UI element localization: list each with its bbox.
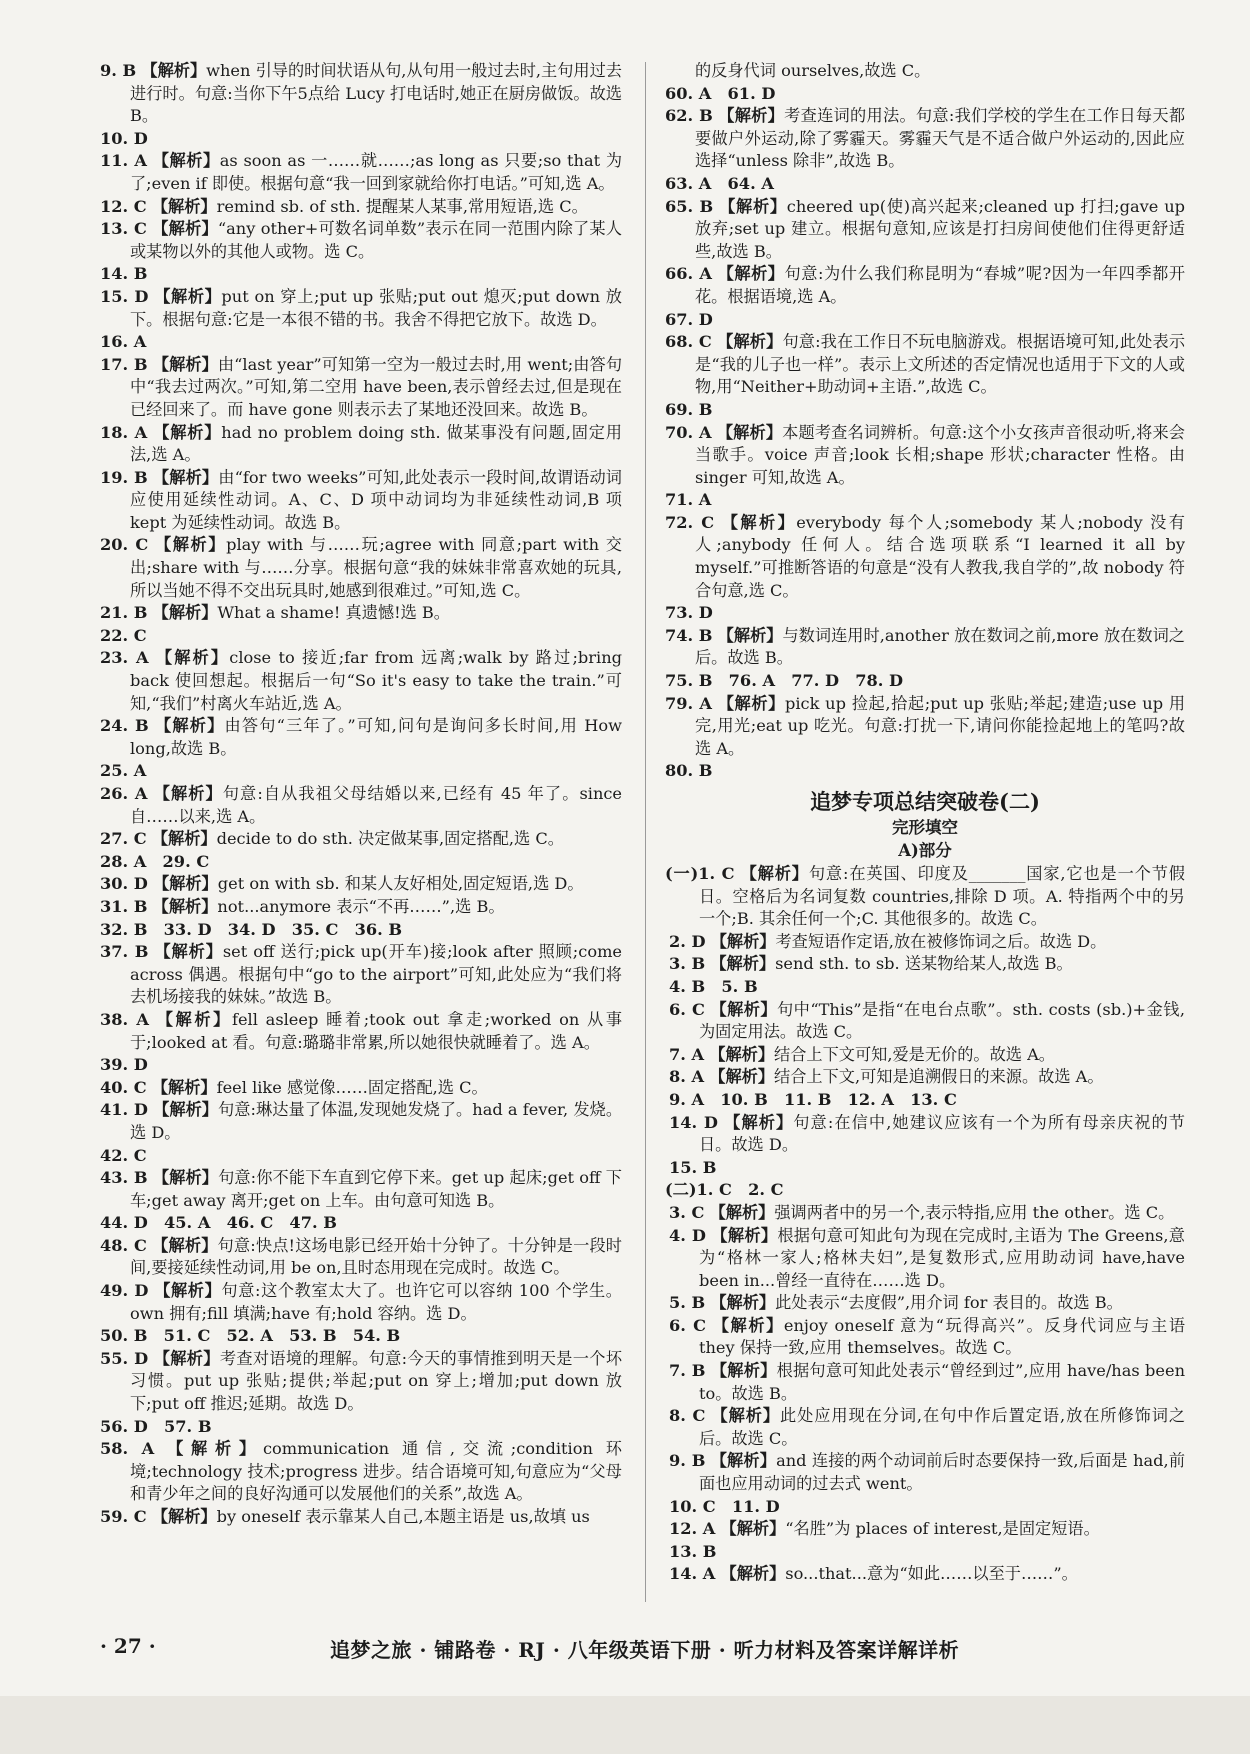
answer-entry — [100, 760, 622, 783]
analysis-text: 此处应用现在分词,在句中作后置定语,放在所修饰词之后。故选 C。 — [699, 1406, 1186, 1448]
answer-entry — [100, 1235, 622, 1280]
answer-number: 6. C — [669, 999, 705, 1019]
answer-entry — [665, 1496, 1185, 1519]
answer-number: 39. D — [100, 1055, 148, 1075]
analysis-tag: 【解析】 — [711, 1406, 780, 1426]
answer-entry — [665, 1089, 1185, 1112]
answer-entry — [665, 863, 1185, 931]
group-one — [665, 863, 1185, 1179]
answer-entry — [665, 105, 1185, 173]
answer-number: 55. D — [100, 1348, 149, 1368]
answer-entry — [100, 1212, 622, 1235]
answer-entry — [665, 625, 1185, 670]
analysis-tag: 【解析】 — [710, 954, 776, 974]
analysis-text: “any other+可数名词单数”表示在同一范围内除了某人或某物以外的其他人或物。选 C。 — [130, 219, 622, 261]
analysis-tag: 【解析】 — [151, 1507, 217, 1526]
answer-number: 13. B — [669, 1541, 717, 1561]
answer-number: 8. C — [669, 1406, 706, 1426]
analysis-text: put on 穿上;put up 张贴;put out 熄灭;put down 放下。根据句意:它是一本很不错的书。我舍不得把它放下。故选 D。 — [130, 286, 622, 329]
answer-entry — [665, 1563, 1185, 1586]
analysis-text: not...anymore 表示“不再……”,选 B。 — [217, 896, 505, 916]
analysis-tag: 【解析】 — [154, 1281, 222, 1301]
analysis-tag: 【解析】 — [155, 716, 225, 736]
answer-entry — [665, 1179, 1185, 1202]
analysis-tag: 【解析】 — [153, 1348, 220, 1368]
answer-number: 6. C — [669, 1315, 707, 1335]
answer-number: 40. C — [100, 1077, 147, 1097]
answer-number: 63. A 64. A — [665, 173, 774, 193]
answer-number: 60. A 61. D — [665, 83, 776, 103]
analysis-text: 考查连词的用法。句意:我们学校的学生在工作日每天都要做户外运动,除了雾霾天。雾霾天气是不适合做户外运动的,因此应选择“unless 除非”,故选 B。 — [695, 106, 1186, 171]
analysis-tag: 【解析】 — [724, 1112, 794, 1132]
analysis-text: 句意:这个教室太大了。也许它可以容纳 100 个学生。own 拥有;fill 填满;have 有;hold 容纳。选 D。 — [130, 1281, 622, 1323]
answer-entry — [100, 218, 622, 263]
column-divider — [645, 62, 646, 1602]
answer-entry — [665, 953, 1185, 976]
analysis-tag: 【解析】 — [712, 1315, 784, 1335]
answer-entry — [665, 83, 1185, 106]
analysis-tag: 【解析】 — [711, 1225, 778, 1245]
answer-number: 65. B — [665, 196, 714, 216]
analysis-tag: 【解析】 — [152, 354, 218, 374]
answer-entry — [665, 399, 1185, 422]
answer-number: 75. B 76. A 77. D 78. D — [665, 671, 904, 691]
answer-number: 44. D 45. A 46. C 47. B — [100, 1213, 337, 1233]
analysis-tag: 【解析】 — [720, 1519, 786, 1539]
answer-entry — [665, 1541, 1185, 1564]
answer-entry — [665, 60, 1185, 83]
analysis-text: 句意:琳达量了体温,发现她发烧了。had a fever, 发烧。选 D。 — [130, 1100, 623, 1142]
analysis-tag: 【解析】 — [151, 196, 217, 216]
answer-entry — [665, 512, 1185, 602]
answer-entry — [665, 931, 1185, 954]
answer-number: 38. A — [100, 1009, 149, 1029]
answer-number: 24. B — [100, 716, 149, 736]
answer-entry — [100, 1009, 622, 1054]
answer-number: 25. A — [100, 761, 147, 781]
analysis-text: What a shame! 真遗憾!选 B。 — [217, 603, 450, 623]
answer-entry — [100, 196, 622, 219]
answer-entry — [100, 625, 622, 648]
answer-entry — [100, 263, 622, 286]
answer-entry — [665, 173, 1185, 196]
analysis-tag: 【解析】 — [717, 264, 785, 284]
answer-number: 27. C — [100, 829, 147, 849]
answer-number: 41. D — [100, 1100, 148, 1120]
answer-entry — [100, 1438, 622, 1506]
answer-number: 2. D — [669, 931, 706, 951]
answer-number: 48. C — [100, 1235, 147, 1255]
answer-entry — [100, 422, 622, 467]
answer-number: 7. A — [669, 1044, 705, 1064]
analysis-text: 与数词连用时,another 放在数词之前,more 放在数词之后。故选 B。 — [695, 625, 1185, 668]
answer-entry — [665, 1360, 1185, 1405]
answer-entry — [100, 331, 622, 354]
answer-number: 18. A — [100, 422, 148, 442]
answer-entry — [665, 489, 1185, 512]
answer-entry — [100, 873, 622, 896]
answer-entry — [665, 196, 1185, 264]
analysis-text: 根据句意可知此句为现在完成时,主语为 The Greens,意为“格林一家人;格林夫妇”,是复数形式,应用助动词 have,have been in...曾经一直待在……选 D。 — [699, 1225, 1185, 1290]
left-column — [100, 60, 622, 1529]
page-number: · 27 · — [100, 1634, 156, 1658]
analysis-text: 的反身代词 ourselves,故选 C。 — [695, 61, 931, 80]
footer-text: 追梦之旅 · 铺路卷 · RJ · 八年级英语下册 · 听力材料及答案详解详析 — [330, 1638, 960, 1662]
answer-number: 14. D — [669, 1112, 718, 1132]
answer-number: 4. B 5. B — [669, 976, 758, 996]
answer-number: 15. D — [100, 286, 149, 306]
answer-number: 42. C — [100, 1145, 147, 1165]
answer-entry — [665, 693, 1185, 761]
analysis-tag: 【解析】 — [710, 1451, 777, 1471]
analysis-tag: 【解析】 — [719, 196, 787, 216]
answer-entry — [665, 331, 1185, 399]
analysis-text: 句意:为什么我们称昆明为“春城”呢?因为一年四季都开花。根据语境,选 A。 — [695, 264, 1186, 306]
analysis-tag: 【解析】 — [152, 1235, 218, 1255]
answer-number: 43. B — [100, 1168, 148, 1188]
answer-entry — [665, 1157, 1185, 1180]
answer-number: 73. D — [665, 603, 713, 623]
answer-number: 66. A — [665, 264, 712, 284]
answer-number: 31. B — [100, 896, 148, 916]
answer-number: 13. C — [100, 219, 147, 239]
group-label: (二) — [665, 1180, 697, 1200]
answer-number: 37. B — [100, 942, 149, 962]
answer-entry — [665, 976, 1185, 999]
analysis-tag: 【解析】 — [710, 1293, 776, 1313]
analysis-text: 由答句“三年了。”可知,问句是询问多长时间,用 How long,故选 B。 — [130, 716, 623, 758]
analysis-tag: 【解析】 — [154, 942, 223, 962]
analysis-text: play with 与……玩;agree with 同意;part with 交出;share with 与……分享。根据句意“我的妹妹非常喜欢她的玩具,所以当她不得不交出玩具时,她感到很难过。”可知,选 C。 — [130, 535, 622, 600]
answer-entry — [665, 1066, 1185, 1089]
analysis-text: “名胜”为 places of interest,是固定短语。 — [785, 1519, 1100, 1539]
analysis-text: get on with sb. 和某人友好相处,固定短语,选 D。 — [217, 874, 584, 894]
analysis-tag: 【解析】 — [721, 512, 797, 532]
bottom-band — [0, 1696, 1250, 1754]
analysis-tag: 【解析】 — [709, 1044, 775, 1064]
analysis-tag: 【解析】 — [155, 535, 227, 555]
answer-number: 80. B — [665, 761, 713, 781]
analysis-text: everybody 每个人;somebody 某人;nobody 没有人;anybody 任何人。结合选项联系“I learned it all by myself.”可推断答语的句意是“没有人教我,我自学的”,故 nobody 符合句意,选 C。 — [695, 512, 1185, 600]
analysis-text: 句中“This”是指“在电台点歌”。sth. costs (sb.)+金钱,为固定用法。故选 C。 — [699, 999, 1185, 1042]
analysis-tag: 【解析】 — [716, 422, 783, 442]
answer-number: 10. D — [100, 128, 148, 148]
analysis-text: 句意:自从我祖父母结婚以来,已经有 45 年了。since 自……以来,选 A。 — [130, 784, 623, 826]
analysis-text: close to 接近;far from 远离;walk by 路过;bring back 使回想起。根据后一句“So it's easy to take the train.”可知,“我们”村离火车站近,选 A。 — [130, 648, 623, 713]
answer-entry — [665, 760, 1185, 783]
answer-number: 12. A — [669, 1519, 716, 1539]
answer-entry — [100, 783, 622, 828]
group-label: (一) — [665, 864, 699, 883]
answer-number: 9. B — [669, 1451, 706, 1471]
analysis-text: 此处表示“去度假”,用介词 for 表目的。故选 B。 — [775, 1293, 1123, 1313]
answer-entry — [100, 354, 622, 422]
answer-entry — [100, 1506, 622, 1529]
answer-number: 12. C — [100, 196, 147, 216]
answer-entry — [100, 60, 622, 128]
answer-entry — [665, 670, 1185, 693]
analysis-tag: 【解析】 — [720, 1564, 786, 1584]
answer-entry — [665, 309, 1185, 332]
answer-entry — [665, 1315, 1185, 1360]
answer-number: 79. A — [665, 693, 712, 713]
answer-entry — [665, 602, 1185, 625]
answer-entry — [100, 1167, 622, 1212]
answer-number: 10. C 11. D — [669, 1496, 780, 1516]
answer-number: 19. B — [100, 467, 148, 487]
analysis-text: as soon as 一……就……;as long as 只要;so that 为了;even if 即使。根据句意“我一回到家就给你打电话。”可知,选 A。 — [130, 151, 623, 193]
answer-entry — [100, 647, 622, 715]
analysis-tag: 【解析】 — [710, 931, 776, 951]
analysis-text: 句意:你不能下车直到它停下来。get up 起床;get off 下车;get away 离开;get on 上车。由句意可知选 B。 — [130, 1168, 622, 1210]
answer-number: 20. C — [100, 535, 149, 555]
answer-number: 14. B — [100, 264, 148, 284]
answer-number: 67. D — [665, 309, 713, 329]
analysis-text: 结合上下文,可知是追溯假日的来源。故选 A。 — [774, 1067, 1104, 1087]
answer-entry — [100, 851, 622, 874]
analysis-tag: 【解析】 — [167, 1439, 263, 1459]
analysis-text: feel like 感觉像……固定搭配,选 C。 — [216, 1077, 488, 1097]
analysis-text: 考查短语作定语,放在被修饰词之后。故选 D。 — [775, 931, 1107, 951]
analysis-tag: 【解析】 — [717, 693, 785, 713]
answer-number: 28. A 29. C — [100, 851, 210, 871]
analysis-text: 句意:在信中,她建议应该有一个为所有母亲庆祝的节日。故选 D。 — [699, 1112, 1185, 1155]
answer-entry — [665, 1450, 1185, 1495]
analysis-tag: 【解析】 — [710, 1361, 777, 1381]
answer-number: 74. B — [665, 625, 713, 645]
answer-entry — [100, 467, 622, 535]
analysis-text: remind sb. of sth. 提醒某人某事,常用短语,选 C。 — [216, 196, 588, 216]
section-title: 追梦专项总结突破卷(二) — [810, 789, 1040, 814]
answer-number: 56. D 57. B — [100, 1416, 212, 1436]
answer-entry — [665, 1292, 1185, 1315]
analysis-text: communication 通信,交流;condition 环境;technology 技术;progress 进步。结合语境可知,句意应为“父母和青少年之间的良好沟通可以发展他们的关系”,故选 A。 — [130, 1439, 622, 1504]
answer-entry — [665, 1112, 1185, 1157]
analysis-text: 根据句意可知此处表示“曾经到过”,应用 have/has been to。故选 B。 — [699, 1361, 1185, 1403]
answer-number: 72. C — [665, 512, 715, 532]
answer-number: 49. D — [100, 1281, 149, 1301]
answer-entry — [665, 1405, 1185, 1450]
answer-entry — [100, 919, 622, 942]
analysis-text: had no problem doing sth. 做某事没有问题,固定用法,选 A。 — [130, 422, 622, 465]
analysis-tag: 【解析】 — [141, 61, 207, 80]
answer-entry — [100, 534, 622, 602]
answer-entry — [100, 1348, 622, 1416]
answer-entry — [100, 828, 622, 851]
answer-entry — [100, 715, 622, 760]
analysis-tag: 【解析】 — [154, 286, 222, 306]
answer-number: 71. A — [665, 490, 712, 510]
answer-number: 5. B — [669, 1293, 706, 1313]
right-answers — [665, 60, 1185, 783]
analysis-text: set off 送行;pick up(开车)接;look after 照顾;come across 偶遇。根据句中“go to the airport”可知,此处应为“我们将去机场接我的妹妹。”故选 B。 — [130, 942, 623, 1007]
answer-number: 9. B — [100, 61, 137, 80]
analysis-text: 结合上下文可知,爱是无价的。故选 A。 — [774, 1044, 1055, 1064]
analysis-tag: 【解析】 — [153, 874, 218, 894]
analysis-tag: 【解析】 — [152, 219, 218, 239]
answer-entry — [100, 286, 622, 331]
answer-number: 15. B — [669, 1157, 717, 1177]
analysis-tag: 【解析】 — [152, 1168, 219, 1188]
analysis-text: 强调两者中的另一个,表示特指,应用 the other。选 C。 — [774, 1202, 1175, 1222]
analysis-tag: 【解析】 — [151, 829, 217, 849]
analysis-text: enjoy oneself 意为“玩得高兴”。反身代词应与主语 they 保持一致,应用 themselves。故选 C。 — [699, 1315, 1186, 1358]
answer-number: 21. B — [100, 603, 148, 623]
answer-number: 62. B — [665, 106, 713, 126]
analysis-text: fell asleep 睡着;took out 拿走;worked on 从事于;looked at 看。句意:璐璐非常累,所以她很快就睡着了。选 A。 — [130, 1009, 623, 1052]
answer-entry — [100, 1416, 622, 1439]
answer-number: 59. C — [100, 1507, 147, 1526]
answer-entry — [100, 1077, 622, 1100]
analysis-text: 句意:在英国、印度及_______国家,它也是一个节假日。空格后为名词复数 countries,排除 D 项。A. 特指两个中的另一个;B. 其余任何一个;C. 其他很多的。故选 C。 — [699, 864, 1185, 929]
answer-entry — [665, 1044, 1185, 1067]
right-column — [665, 60, 1185, 1586]
answer-entry — [665, 422, 1185, 490]
answer-entry — [100, 1054, 622, 1077]
page-footer — [0, 1630, 1250, 1670]
answer-number: 22. C — [100, 625, 147, 645]
analysis-text: so...that...意为“如此……以至于……”。 — [785, 1564, 1078, 1584]
answer-entry — [100, 1099, 622, 1144]
analysis-tag: 【解析】 — [152, 467, 219, 487]
answer-number: 17. B — [100, 354, 148, 374]
answer-entry — [100, 128, 622, 151]
answer-entry — [665, 999, 1185, 1044]
answer-number: 11. A — [100, 151, 147, 171]
analysis-text: decide to do sth. 决定做某事,固定搭配,选 C。 — [216, 829, 564, 849]
answer-entry — [100, 602, 622, 625]
answer-entry — [100, 1280, 622, 1325]
analysis-tag: 【解析】 — [718, 106, 785, 126]
analysis-text: cheered up(使)高兴起来;cleaned up 打扫;gave up 放弃;set up 建立。根据句意知,应该是打扫房间使他们住得更舒适些,故选 B。 — [695, 196, 1186, 261]
answer-entry — [665, 263, 1185, 308]
answer-entry — [665, 1225, 1185, 1293]
analysis-tag: 【解析】 — [152, 151, 220, 171]
answer-number: 26. A — [100, 784, 148, 803]
analysis-text: send sth. to sb. 送某物给某人,故选 B。 — [775, 954, 1073, 974]
section-subtitle: 完形填空 — [892, 818, 958, 837]
answer-number: 16. A — [100, 332, 147, 352]
analysis-text: 句意:快点!这场电影已经开始十分钟了。十分钟是一段时间,要接延续性动词,用 be on,且时态用现在完成时。故选 C。 — [130, 1235, 622, 1278]
analysis-tag: 【解析】 — [156, 1009, 232, 1029]
analysis-text: 句意:我在工作日不玩电脑游戏。根据语境可知,此处表示是“我的儿子也一样”。表示上文所述的否定情况也适用于下文的人或物,用“Neither+助动词+主语.”,故选 C。 — [695, 332, 1186, 397]
answer-number: 9. A 10. B 11. B 12. A 13. C — [669, 1089, 957, 1109]
analysis-tag: 【解析】 — [709, 1202, 775, 1222]
answer-entry — [665, 1202, 1185, 1225]
analysis-text: pick up 捡起,拾起;put up 张贴;举起;建造;use up 用完,用光;eat up 吃光。句意:打扰一下,请问你能捡起地上的笔吗?故选 A。 — [695, 693, 1186, 758]
answer-entry — [100, 1325, 622, 1348]
answer-number: 14. A — [669, 1564, 716, 1584]
answer-number: 8. A — [669, 1067, 705, 1087]
answer-entry — [665, 1518, 1185, 1541]
answer-number: 32. B 33. D 34. D 35. C 36. B — [100, 919, 403, 939]
analysis-text: 本题考查名词辨析。句意:这个小女孩声音很动听,将来会当歌手。voice 声音;look 长相;shape 形状;character 性格。由 singer 可知,故选 A。 — [695, 422, 1185, 487]
analysis-text: when 引导的时间状语从句,从句用一般过去时,主句用过去进行时。句意:当你下午5点给 Lucy 打电话时,她正在厨房做饭。故选 B。 — [130, 61, 622, 126]
answer-entry — [100, 150, 622, 195]
answer-number: 3. C — [669, 1202, 705, 1222]
analysis-tag: 【解析】 — [153, 1100, 219, 1120]
analysis-tag: 【解析】 — [153, 422, 222, 442]
analysis-text: by oneself 表示靠某人自己,本题主语是 us,故填 us — [216, 1507, 590, 1526]
answer-number: 30. D — [100, 874, 148, 894]
analysis-tag: 【解析】 — [717, 625, 783, 645]
answer-number: 70. A — [665, 422, 712, 442]
section-part: A)部分 — [898, 841, 952, 860]
analysis-text: 考查对语境的理解。句意:今天的事情推到明天是一个坏习惯。put up 张贴;提供;举起;put on 穿上;增加;put down 放下;put off 推迟;延期。故选 D。 — [130, 1348, 623, 1414]
analysis-tag: 【解析】 — [153, 784, 223, 803]
answer-number: 1. C — [698, 864, 735, 883]
analysis-tag: 【解析】 — [152, 896, 218, 916]
answer-number: 3. B — [669, 954, 706, 974]
analysis-tag: 【解析】 — [155, 648, 230, 668]
analysis-text: and 连接的两个动词前后时态要保持一致,后面是 had,前面也应用动词的过去式 went。 — [699, 1451, 1186, 1494]
group-two — [665, 1179, 1185, 1586]
answer-number: 68. C — [665, 332, 712, 352]
answer-number: 69. B — [665, 399, 713, 419]
analysis-tag: 【解析】 — [710, 999, 778, 1019]
analysis-tag: 【解析】 — [740, 864, 809, 883]
answer-number: 4. D — [669, 1225, 706, 1245]
analysis-tag: 【解析】 — [151, 1077, 217, 1097]
analysis-tag: 【解析】 — [709, 1067, 775, 1087]
answer-entry — [100, 1145, 622, 1168]
answer-number: 23. A — [100, 648, 149, 668]
answer-number: 50. B 51. C 52. A 53. B 54. B — [100, 1326, 401, 1346]
analysis-text: 由“for two weeks”可知,此处表示一段时间,故谓语动词应使用延续性动词。A、C、D 项中动词均为非延续性动词,B 项 kept 为延续性动词。故选 B。 — [130, 467, 622, 532]
analysis-text: 由“last year”可知第一空为一般过去时,用 went;由答句中“我去过两次。”可知,第二空用 have been,表示曾经去过,但是现在已经回来了。而 have gone 则表示去了某地还没回来。故选 B。 — [130, 354, 623, 419]
answer-entry — [100, 896, 622, 919]
analysis-tag: 【解析】 — [152, 603, 218, 623]
answer-number: 58. A — [100, 1439, 155, 1459]
answer-entry — [100, 941, 622, 1009]
answer-number: 1. C 2. C — [696, 1180, 784, 1200]
analysis-tag: 【解析】 — [717, 332, 783, 352]
answer-number: 7. B — [669, 1361, 706, 1381]
